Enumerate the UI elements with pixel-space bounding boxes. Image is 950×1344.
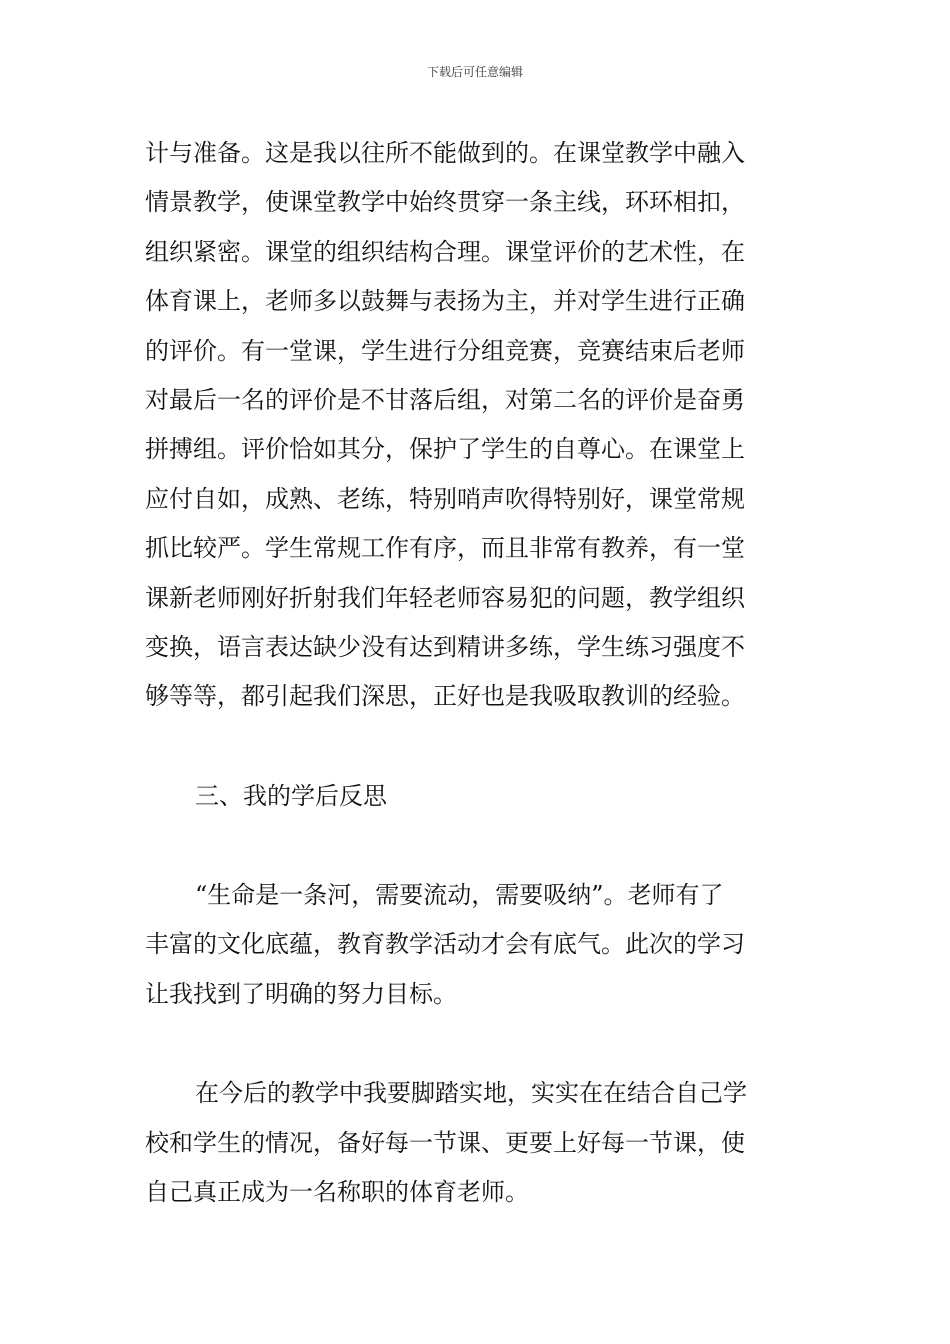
text-line: 丰富的文化底蕴，教育教学活动才会有底气。此次的学习 (145, 930, 745, 959)
text-line: 情景教学，使课堂教学中始终贯穿一条主线，环环相扣， (145, 188, 745, 217)
text-line: 组织紧密。课堂的组织结构合理。课堂评价的艺术性，在 (145, 237, 745, 266)
text-line: “生命是一条河，需要流动，需要吸纳”。老师有了 (195, 881, 724, 910)
text-line: 课新老师刚好折射我们年轻老师容易犯的问题，教学组织 (145, 583, 745, 612)
text-line: 抓比较严。学生常规工作有序，而且非常有教养，有一堂 (145, 534, 745, 563)
text-line: 让我找到了明确的努力目标。 (145, 979, 457, 1008)
text-line: 校和学生的情况，备好每一节课、更要上好每一节课，使 (145, 1128, 745, 1157)
text-line: 够等等，都引起我们深思，正好也是我吸取教训的经验。 (145, 682, 745, 711)
paragraph-evaluation (145, 129, 810, 722)
page-header: 下载后可任意编辑 (426, 65, 523, 79)
text-line: 自己真正成为一名称职的体育老师。 (145, 1178, 529, 1207)
text-line: 在今后的教学中我要脚踏实地，实实在在结合自己学 (195, 1079, 747, 1108)
paragraph-future-plan (145, 1069, 810, 1217)
text-line: 体育课上，老师多以鼓舞与表扬为主，并对学生进行正确 (145, 287, 745, 316)
text-line: 拼搏组。评价恰如其分，保护了学生的自尊心。在课堂上 (145, 435, 745, 464)
section-heading: 三、我的学后反思 (195, 781, 387, 810)
paragraph-reflection (145, 871, 810, 1019)
document-body (145, 129, 810, 1217)
text-line: 的评价。有一堂课，学生进行分组竞赛，竞赛结束后老师 (145, 336, 745, 365)
text-line: 应付自如，成熟、老练，特别哨声吹得特别好，课堂常规 (145, 484, 745, 513)
text-line: 计与准备。这是我以往所不能做到的。在课堂教学中融入 (145, 139, 745, 167)
text-line: 变换，语言表达缺少没有达到精讲多练，学生练习强度不 (145, 632, 745, 661)
text-line: 对最后一名的评价是不甘落后组，对第二名的评价是奋勇 (145, 385, 745, 414)
